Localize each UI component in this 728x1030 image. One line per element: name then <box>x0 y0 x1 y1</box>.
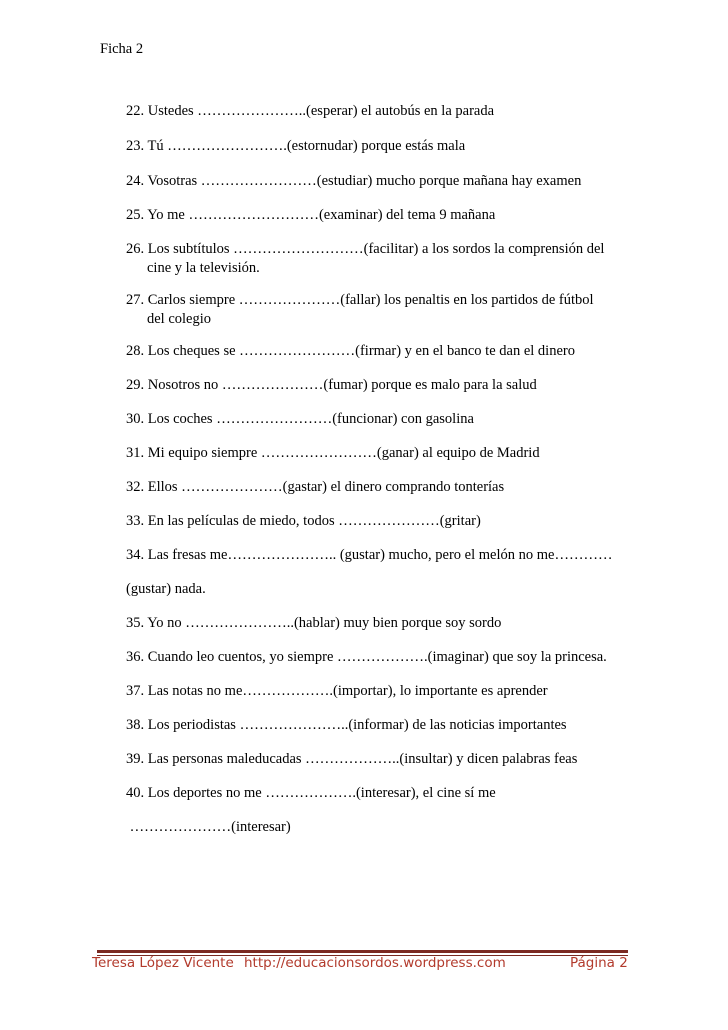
exercise-38: 38. Los periodistas …………………..(informar) de las noticias importantes <box>126 717 567 733</box>
exercise-29: 29. Nosotros no …………………(fumar) porque es malo para la salud <box>126 377 537 393</box>
exercise-26-line-2: cine y la televisión. <box>147 260 260 276</box>
exercise-37: 37. Las notas no me……………….(importar), lo importante es aprender <box>126 683 548 699</box>
exercise-28: 28. Los cheques se ……………………(firmar) y en el banco te dan el dinero <box>126 343 575 359</box>
exercise-32: 32. Ellos …………………(gastar) el dinero comprando tonterías <box>126 479 505 495</box>
exercise-25: 25. Yo me ………………………(examinar) del tema 9 mañana <box>126 207 496 223</box>
exercise-33: 33. En las películas de miedo, todos …………………(gritar) <box>126 513 481 529</box>
exercise-40: 40. Los deportes no me ……………….(interesar), el cine sí me <box>126 785 496 801</box>
footer-page-number: Página 2 <box>570 955 628 971</box>
footer-author: Teresa López Vicente <box>92 955 234 971</box>
footer-url: http://educacionsordos.wordpress.com <box>244 955 506 971</box>
exercise-24: 24. Vosotras ……………………(estudiar) mucho porque mañana hay examen <box>126 173 582 189</box>
exercise-35: 35. Yo no …………………..(hablar) muy bien porque soy sordo <box>126 615 502 631</box>
exercise-36: 36. Cuando leo cuentos, yo siempre ……………….(imaginar) que soy la princesa. <box>126 649 607 665</box>
exercise-30: 30. Los coches ……………………(funcionar) con gasolina <box>126 411 474 427</box>
exercise-22: 22. Ustedes …………………..(esperar) el autobús en la parada <box>126 103 495 119</box>
exercise-26-line-1: 26. Los subtítulos ………………………(facilitar) a los sordos la comprensión del <box>126 241 605 257</box>
exercise-23: 23. Tú …………………….(estornudar) porque estás mala <box>126 138 466 154</box>
exercise-39: 39. Las personas maleducadas ………………..(insultar) y dicen palabras feas <box>126 751 578 767</box>
exercise-34: 34. Las fresas me………………….. (gustar) mucho, pero el melón no me………… <box>126 547 613 563</box>
exercise-27-line-2: del colegio <box>147 311 212 327</box>
page-header-title: Ficha 2 <box>100 41 144 57</box>
footer-divider-thick <box>97 950 628 953</box>
exercise-34-continuation: (gustar) nada. <box>126 581 206 597</box>
exercise-31: 31. Mi equipo siempre ……………………(ganar) al equipo de Madrid <box>126 445 540 461</box>
exercise-40-continuation: …………………(interesar) <box>126 819 291 835</box>
exercise-26 <box>126 240 622 278</box>
exercise-27 <box>126 291 622 329</box>
exercise-27-line-1: 27. Carlos siempre …………………(fallar) los penaltis en los partidos de fútbol <box>126 292 594 308</box>
